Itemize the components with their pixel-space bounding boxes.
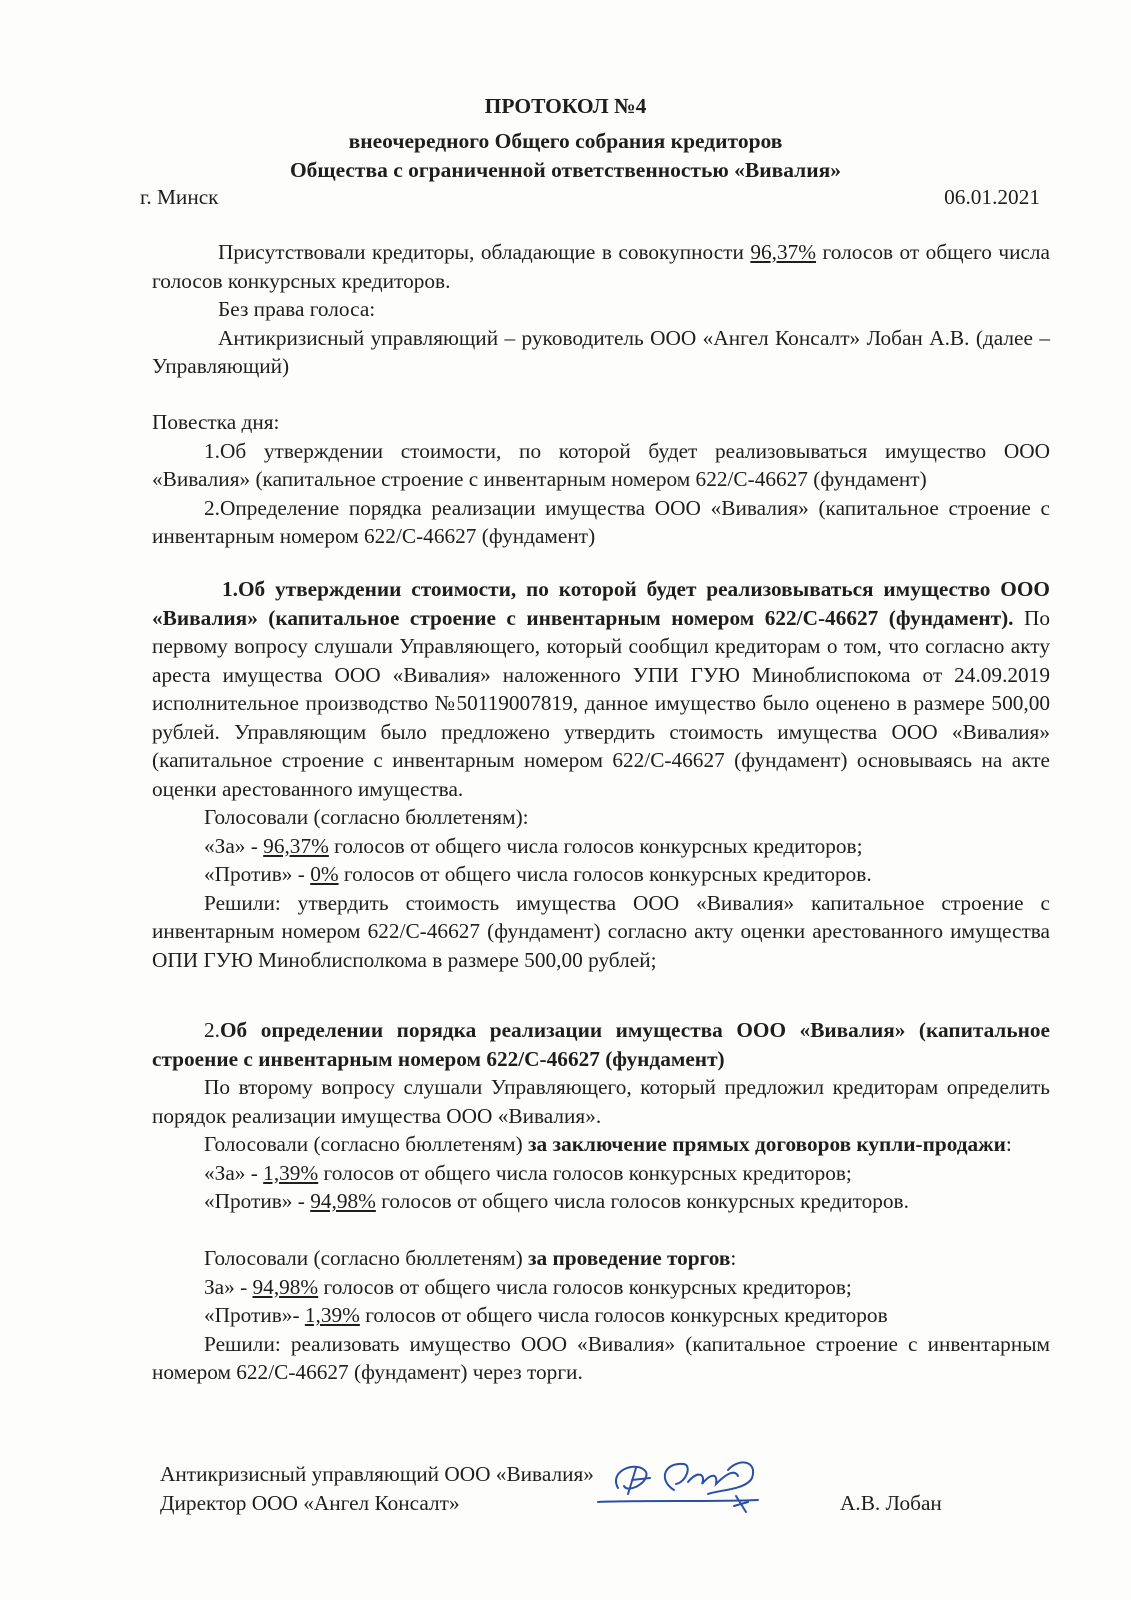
question-1-heading: 1.Об утверждении стоимости, по которой будет реализовываться имущество ООО «Вивалия» (капитальное строение с инвентарным номером 622/С-46627 (фундамент). [152,577,1050,630]
present-percent: 96,37% [750,240,817,264]
city: г. Минск [140,185,219,209]
question-2-direct-for: «За» - 1,39% голосов от общего числа голосов конкурсных кредиторов; [204,1160,852,1185]
intro-section [152,238,1050,381]
question-1-decision: Решили: утвердить стоимость имущества ООО «Вивалия» капитальное строение с инвентарным номером 622/С-46627 (фундамент) согласно акту оценки арестованного имущества ОПИ ГУЮ Миноблисполкома в размере 500,00 рублей; [152,890,1050,972]
agenda-item-2: 2.Определение порядка реализации имущества ООО «Вивалия» (капитальное строение с инвентарным номером 622/С-46627 (фундамент) [152,495,1050,548]
agenda-title: Повестка дня: [152,410,280,434]
question-2-auction-against: «Против»- 1,39% голосов от общего числа голосов конкурсных кредиторов [204,1303,888,1327]
question-2-heading: 2.Об определении порядка реализации имущества ООО «Вивалия» (капитальное строение с инвентарным номером 622/С-46627 (фундамент) [152,1018,1050,1071]
no-vote-label: Без права голоса: [218,297,376,321]
agenda-item-1: 1.Об утверждении стоимости, по которой будет реализовываться имущество ООО «Вивалия» (капитальное строение с инвентарным номером 622/С-46627 (фундамент) [152,438,1050,491]
question-1-section [152,575,1050,974]
question-1-voted: Голосовали (согласно бюллетеням): [204,805,529,829]
question-1-vote-for: «За» - 96,37% голосов от общего числа голосов конкурсных кредиторов; [204,833,863,858]
document-subtitle-2: Общества с ограниченной ответственностью «Вивалия» [289,158,842,182]
question-2-body: По второму вопросу слушали Управляющего, который предложил кредиторам определить порядок реализации имущества ООО «Вивалия». [152,1075,1050,1128]
signatory-name: А.В. Лобан [840,1491,942,1515]
question-2-auction-for: За» - 94,98% голосов от общего числа голосов конкурсных кредиторов; [204,1274,852,1299]
manager-paragraph: Антикризисный управляющий – руководитель ООО «Ангел Консалт» Лобан А.В. (далее – Управляющий) [152,325,1050,378]
present-paragraph: Присутствовали кредиторы, обладающие в совокупности 96,37% голосов от общего числа голосов конкурсных кредиторов. [152,240,1050,293]
signature-title-1: Антикризисный управляющий ООО «Вивалия» [160,1462,594,1486]
document-subtitle-1: внеочередного Общего собрания кредиторов [348,129,783,153]
document-title: ПРОТОКОЛ №4 [484,94,647,118]
question-2-voted-auction: Голосовали (согласно бюллетеням) за проведение торгов: [204,1246,737,1270]
question-2-section [152,1016,1050,1387]
question-1-paragraph: 1.Об утверждении стоимости, по которой будет реализовываться имущество ООО «Вивалия» (капитальное строение с инвентарным номером 622/С-46627 (фундамент). По первому вопросу слушали Управляющего, который сообщил кредиторам о том, что согласно акту ареста имущества ООО «Вивалия» наложенного УПИ ГУЮ Миноблиспокома от 24.09.2019 исполнительное производство №50119007819, данное имущество было оценено в размере 500,00 рублей. Управляющим было предложено утвердить стоимость имущества ООО «Вивалия» (капитальное строение с инвентарным номером 622/С-46627 (фундамент) основываясь на акте оценки арестованного имущества. [152,577,1051,801]
question-1-vote-against: «Против» - 0% голосов от общего числа голосов конкурсных кредиторов. [204,862,872,886]
handwritten-signature [588,1450,778,1520]
question-2-direct-against: «Против» - 94,98% голосов от общего числа голосов конкурсных кредиторов. [204,1189,909,1213]
question-2-decision: Решили: реализовать имущество ООО «Вивалия» (капитальное строение с инвентарным номером 622/С-46627 (фундамент) через торги. [152,1331,1050,1384]
signature-title-2: Директор ООО «Ангел Консалт» [160,1491,460,1515]
place-date-row [140,183,1040,212]
question-2-voted-direct: Голосовали (согласно бюллетеням) за заключение прямых договоров купли-продажи: [204,1132,1012,1156]
agenda-section [152,408,1050,551]
date: 06.01.2021 [944,185,1040,209]
